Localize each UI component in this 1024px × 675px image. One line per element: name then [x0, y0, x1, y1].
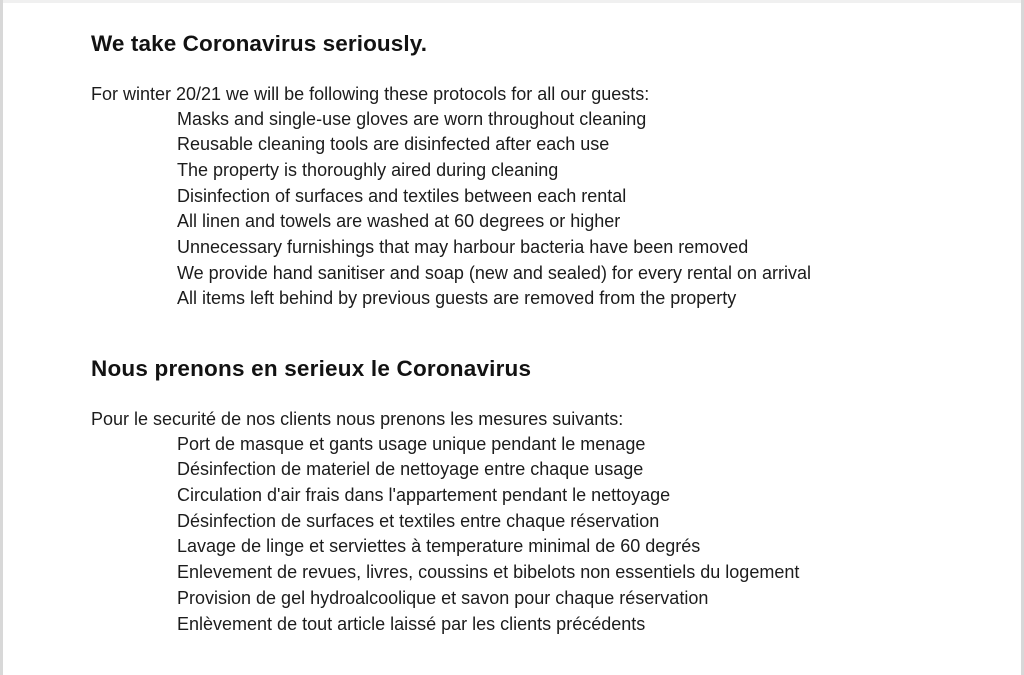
- section-title-french: Nous prenons en serieux le Coronavirus: [91, 356, 532, 382]
- list-item: Reusable cleaning tools are disinfected after each use: [177, 134, 610, 155]
- section-intro-french: Pour le securité de nos clients nous prenons les mesures suivants:: [91, 409, 624, 430]
- list-item: Enlevement de revues, livres, coussins et bibelots non essentiels du logement: [177, 562, 800, 583]
- list-item: Provision de gel hydroalcoolique et savon pour chaque réservation: [177, 587, 709, 608]
- list-item: The property is thoroughly aired during cleaning: [177, 159, 559, 180]
- list-item: All linen and towels are washed at 60 degrees or higher: [177, 211, 621, 232]
- list-item: We provide hand sanitiser and soap (new and sealed) for every rental on arrival: [177, 262, 812, 283]
- page-left-border: [0, 0, 3, 675]
- spacer: [91, 57, 971, 83]
- section-english: [91, 30, 971, 312]
- list-item: Lavage de linge et serviettes à temperature minimal de 60 degrés: [177, 536, 701, 557]
- document-content: [91, 30, 971, 637]
- page-top-border: [0, 0, 1024, 3]
- section-intro-english: For winter 20/21 we will be following these protocols for all our guests:: [91, 84, 650, 104]
- page-title: We take Coronavirus seriously.: [91, 31, 428, 56]
- list-item: All items left behind by previous guests are removed from the property: [177, 288, 737, 309]
- list-item: Désinfection de surfaces et textiles entre chaque réservation: [177, 510, 660, 531]
- list-item: Unnecessary furnishings that may harbour bacteria have been removed: [177, 237, 749, 258]
- spacer: [91, 382, 971, 408]
- list-item: Enlèvement de tout article laissé par les clients précédents: [177, 613, 646, 634]
- protocol-list-french: [91, 432, 971, 638]
- list-item: Circulation d'air frais dans l'appartement pendant le nettoyage: [177, 485, 671, 506]
- list-item: Port de masque et gants usage unique pendant le menage: [177, 433, 646, 454]
- list-item: Masks and single-use gloves are worn throughout cleaning: [177, 108, 647, 129]
- list-item: Désinfection de materiel de nettoyage entre chaque usage: [177, 459, 644, 480]
- list-item: Disinfection of surfaces and textiles between each rental: [177, 185, 627, 206]
- spacer: [91, 312, 971, 355]
- section-french: [91, 355, 971, 637]
- protocol-list-english: [91, 107, 971, 313]
